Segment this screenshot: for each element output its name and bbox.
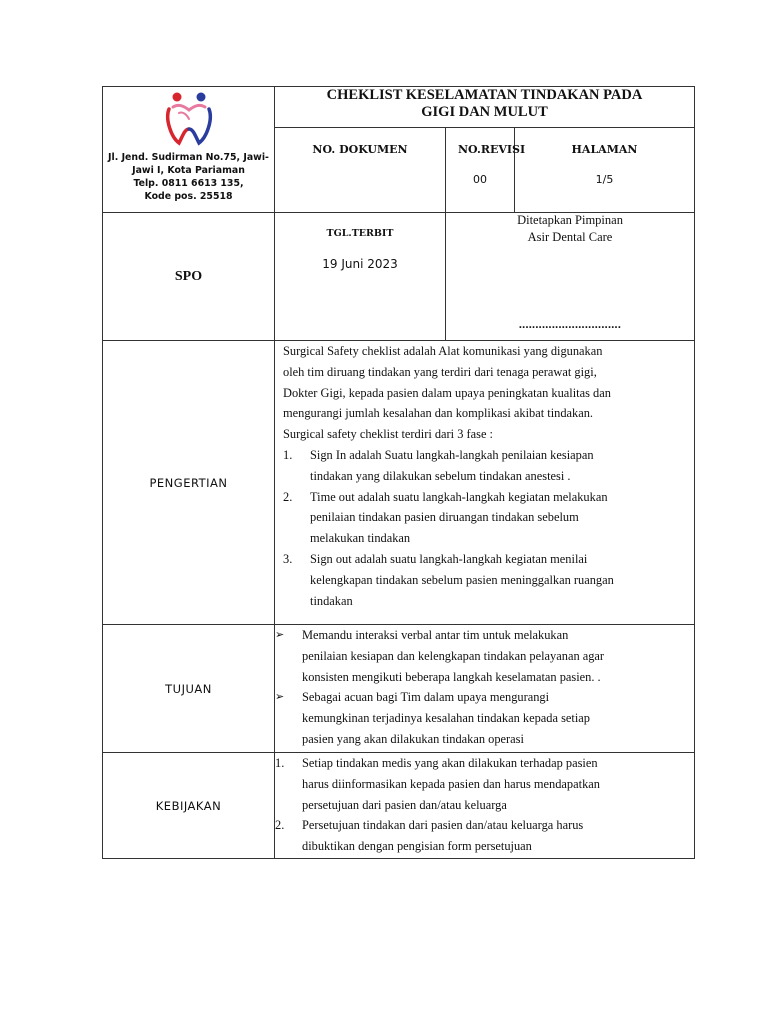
halaman-label: HALAMAN	[571, 143, 638, 156]
no-revisi-label: NO.REVISI	[458, 143, 526, 156]
spo-document-table	[102, 86, 695, 859]
no-dokumen-cell	[275, 128, 446, 213]
tgl-terbit-value: 19 Juni 2023	[322, 257, 398, 271]
dental-logo-icon	[157, 89, 221, 149]
tgl-terbit-label: TGL.TERBIT	[326, 228, 394, 239]
list-item: ➢ Sebagai acuan bagi Tim dalam upaya mengurangi kemungkinan terjadinya kesalahan tindakan kepada setiap pasien yang akan dilakukan tindakan operasi	[275, 687, 694, 749]
no-revisi-value: 00	[473, 173, 487, 186]
clinic-address: Jl. Jend. Sudirman No.75, Jawi- Jawi I, Kota Pariaman Telp. 0811 6613 135, Kode pos. 25518	[108, 152, 269, 202]
list-item: ➢ Memandu interaksi verbal antar tim untuk melakukan penilaian kesiapan dan kelengkapan tindakan pelayanan agar konsisten mengikuti beberapa langkah keselamatan pasien. .	[275, 625, 694, 687]
kebijakan-content	[275, 753, 695, 859]
kebijakan-label: KEBIJAKAN	[103, 753, 275, 859]
list-item: 2. Persetujuan tindakan dari pasien dan/atau keluarga harus dibuktikan dengan pengisian form persetujuan	[275, 818, 584, 854]
spo-label: SPO	[103, 213, 275, 341]
logo-address-cell	[103, 87, 275, 213]
halaman-value: 1/5	[595, 173, 614, 186]
pengertian-label: PENGERTIAN	[103, 341, 275, 625]
tgl-terbit-cell	[275, 213, 446, 341]
document-title: CHEKLIST KESELAMATAN TINDAKAN PADA GIGI DAN MULUT	[275, 87, 695, 128]
no-dokumen-label: NO. DOKUMEN	[312, 143, 408, 156]
pengertian-content: Surgical Safety cheklist adalah Alat komunikasi yang digunakan oleh tim diruang tindakan yang terdiri dari tenaga perawat gigi, Dokter Gigi, kepada pasien dalam upaya peningkatan kualitas dan mengurangi jumlah kesalahan dan komplikasi akibat tindakan. Surgical safety cheklist terdiri dari 3 fase : 1. Sign In adalah Suatu langkah-langkah penilaian kesiapan tindakan yang dilakukan sebelum tindakan anestesi . 2. Time out adalah suatu langkah-langkah kegiatan melakukan penilaian tindakan pasien diruangan tindakan sebelum melakukan tindakan 3. Sign out adalah suatu langkah-langkah kegiatan menilai kelengkapan tindakan sebelum pasien meninggalkan ruangan tindakan	[275, 341, 695, 625]
no-revisi-cell	[446, 128, 526, 213]
ditetapkan-text: Ditetapkan Pimpinan Asir Dental Care	[517, 213, 623, 244]
arrow-bullet-icon: ➢	[275, 628, 285, 641]
list-item: 1. Sign In adalah Suatu langkah-langkah penilaian kesiapan tindakan yang dilakukan sebelum tindakan anestesi .	[283, 447, 594, 483]
list-item: 2. Time out adalah suatu langkah-langkah kegiatan melakukan penilaian tindakan pasien diruangan tindakan sebelum melakukan tindakan	[283, 489, 608, 546]
ditetapkan-cell	[446, 213, 695, 341]
tujuan-content	[275, 625, 695, 753]
list-item: 3. Sign out adalah suatu langkah-langkah kegiatan menilai kelengkapan tindakan sebelum pasien meninggalkan ruangan tindakan	[283, 551, 614, 608]
signature-line: ...............................	[518, 317, 622, 331]
arrow-bullet-icon: ➢	[275, 690, 285, 704]
halaman-cell	[515, 128, 695, 213]
list-item: 1. Setiap tindakan medis yang akan dilakukan terhadap pasien harus diinformasikan kepada pasien dan harus mendapatkan persetujuan dari pasien dan/atau keluarga	[275, 756, 600, 812]
tujuan-label: TUJUAN	[103, 625, 275, 753]
